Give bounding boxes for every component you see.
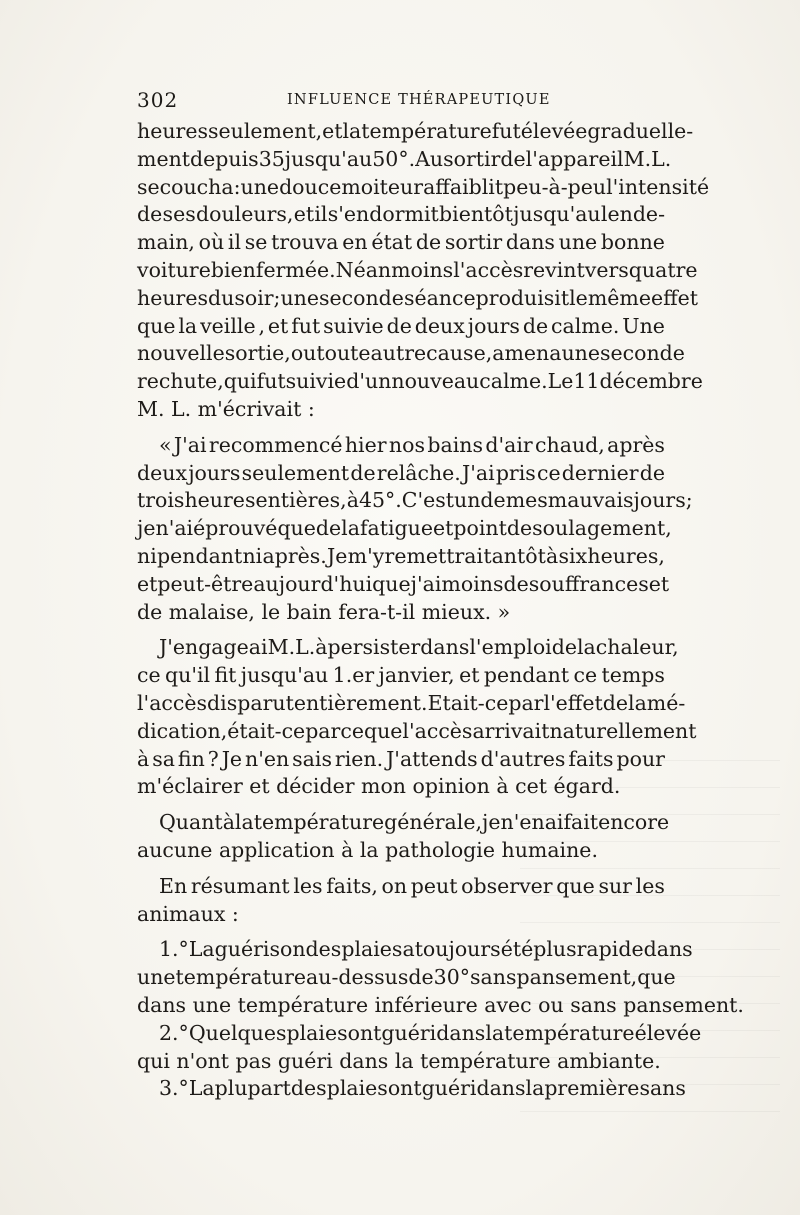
paragraph-gap: [137, 928, 665, 936]
text-line: rechute, qui fut suivie d'un nouveau calme. Le 11 décembre: [137, 369, 703, 394]
text-line: nouvelle sortie, ou toute autre cause, amena une seconde: [137, 341, 685, 366]
text-line: animaux :: [137, 901, 239, 926]
paragraph-gap: [137, 424, 665, 432]
text-line: dans une température inférieure avec ou sans pansement.: [137, 992, 744, 1017]
paragraph-gap: [137, 865, 665, 873]
text-line: deux jours seulement de relâche. J'ai pris ce dernier de: [137, 460, 665, 485]
body-text: [137, 118, 744, 1103]
paragraph-gap: [137, 801, 665, 809]
text-line: l'accès disparut entièrement. Etait-ce par l'effet de la mé-: [137, 690, 686, 715]
text-line: à sa fin ? Je n'en sais rien. J'attends d'autres faits pour: [137, 746, 665, 771]
text-line: ce qu'il fit jusqu'au 1.er janvier, et pendant ce temps: [137, 663, 665, 688]
text-line: 3.° La plupart des plaies ont guéri dans la première sans: [159, 1076, 686, 1101]
text-line: heures du soir; une seconde séance produisit le même effet: [137, 285, 699, 310]
running-head: INFLUENCE THÉRAPEUTIQUE: [287, 92, 551, 108]
text-line: voiture bien fermée. Néanmoins l'accès revint vers quatre: [137, 257, 698, 282]
text-line: 1.° La guérison des plaies a toujours été plus rapide dans: [159, 937, 693, 962]
text-line: de malaise, le bain fera-t-il mieux. »: [137, 599, 511, 624]
text-line: 2.° Quelques plaies ont guéri dans la température élevée: [159, 1020, 702, 1045]
text-line: une température au-dessus de 30° sans pansement, que: [137, 965, 676, 990]
page-header: [137, 88, 665, 118]
text-line: Quant à la température générale, je n'en ai fait encore: [159, 810, 670, 835]
text-line: trois heures entières, à 45°. C'est un de mes mauvais jours;: [137, 488, 693, 513]
text-line: aucune application à la pathologie humaine.: [137, 837, 598, 862]
text-line: M. L. m'écrivait :: [137, 396, 315, 421]
text-line: dication, était-ce parce que l'accès arrivait naturellement: [137, 718, 697, 743]
text-line: main, où il se trouva en état de sortir dans une bonne: [137, 230, 665, 255]
text-line: heures seulement , et la température fut élevée graduelle-: [137, 119, 694, 143]
paragraph-gap: [137, 626, 665, 634]
text-line: En résumant les faits, on peut observer que sur les: [159, 873, 665, 898]
text-line: que la veille , et fut suivie de deux jours de calme. Une: [137, 313, 665, 338]
text-line: je n'ai éprouvé que de la fatigue et point de soulagement,: [137, 516, 672, 541]
text-line: se coucha : une douce moiteur affaiblit peu-à-peu l'intensité: [137, 174, 710, 199]
text-line: ni pendant ni après. Je m'y remettrai tantôt à six heures,: [137, 543, 665, 568]
text-line: qui n'ont pas guéri dans la température ambiante.: [137, 1048, 661, 1073]
text-line: ment depuis 35 jusqu'au 50°. Au sortir de l'appareil M. L.: [137, 146, 672, 171]
page-number: 302: [137, 88, 179, 112]
text-line: « J'ai recommencé hier nos bains d'air chaud, après: [159, 432, 665, 457]
text-line: J'engageai M. L. à persister dans l'emploi de la chaleur,: [159, 635, 679, 660]
text-line: m'éclairer et décider mon opinion à cet égard.: [137, 774, 621, 799]
text-line: et peut-être aujourd'hui que j'ai moins de souffrances et: [137, 571, 670, 596]
text-line: de ses douleurs, et il s'endormit bientôt jusqu'au lende-: [137, 202, 665, 227]
